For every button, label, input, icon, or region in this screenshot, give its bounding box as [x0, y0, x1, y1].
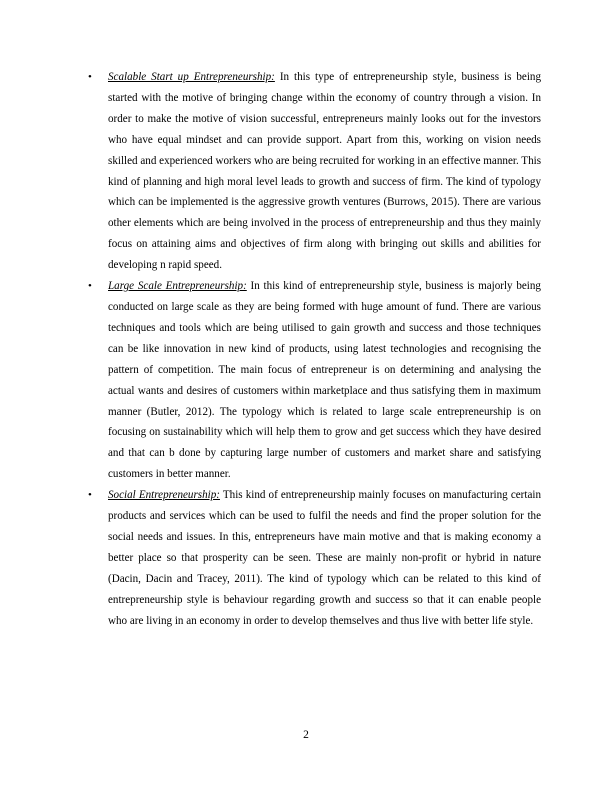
term-large-scale: Large Scale Entrepreneurship: [108, 280, 247, 293]
body-text-large-scale: In this kind of entrepreneurship style, business is majorly being conducted on large scale as they are being formed with huge amount of fund. There are various techniques and tools which are being utilised to gain growth and success and those techniques can be like innovation in new kind of products, using latest technologies and recognising the pattern of competition. The main focus of entrepreneur is on determining and analysing the actual wants and desires of customers within marketplace and thus satisfying them in maximum manner (Butler, 2012). The typology which is related to large scale entrepreneurship is on focusing on sustainability which will help them to grow and get success which they have desired and that can b done by capturing large number of customers and market share and satisfying customers in better manner. [108, 280, 541, 481]
body-text-social: This kind of entrepreneurship mainly focuses on manufacturing certain products and services which can be used to fulfil the needs and find the proper solution for the social needs and issues. In this, entrepreneurs have main motive and that is making economy a better place so that prosperity can be seen. These are mainly non-profit or hybrid in nature (Dacin, Dacin and Tracey, 2011). The kind of typology which can be related to this kind of entrepreneurship style is behaviour regarding growth and success so that it can enable people who are living in an economy in order to develop themselves and thus live with better life style. [108, 489, 541, 627]
list-item-large-scale [82, 276, 541, 485]
page-number: 2 [303, 729, 309, 741]
term-social: Social Entrepreneurship: [108, 489, 220, 502]
list-item-scalable-startup [82, 67, 541, 276]
bullet-icon: • [88, 71, 92, 83]
list-item-social [82, 485, 541, 631]
bullet-icon: • [88, 280, 92, 293]
body-text-scalable-startup: In this type of entrepreneurship style, business is being started with the motive of bringing change within the economy of country through a vision. In order to make the motive of vision successful, entrepreneurs mainly looks out for the investors who have equal mindset and can provide support. Apart from this, working on vision needs skilled and experienced workers who are being recruited for working in an effective manner. This kind of planning and high moral level leads to growth and success of firm. The kind of typology which can be implemented is the aggressive growth ventures (Burrows, 2015). There are various other elements which are being involved in the process of entrepreneurship and thus they mainly focus on attaining aims and objectives of firm along with bringing out skills and abilities for developing n rapid speed. [108, 71, 542, 272]
entrepreneurship-types-list [82, 67, 541, 631]
term-scalable-startup: Scalable Start up Entrepreneurship: [108, 71, 275, 83]
bullet-icon: • [88, 489, 92, 502]
